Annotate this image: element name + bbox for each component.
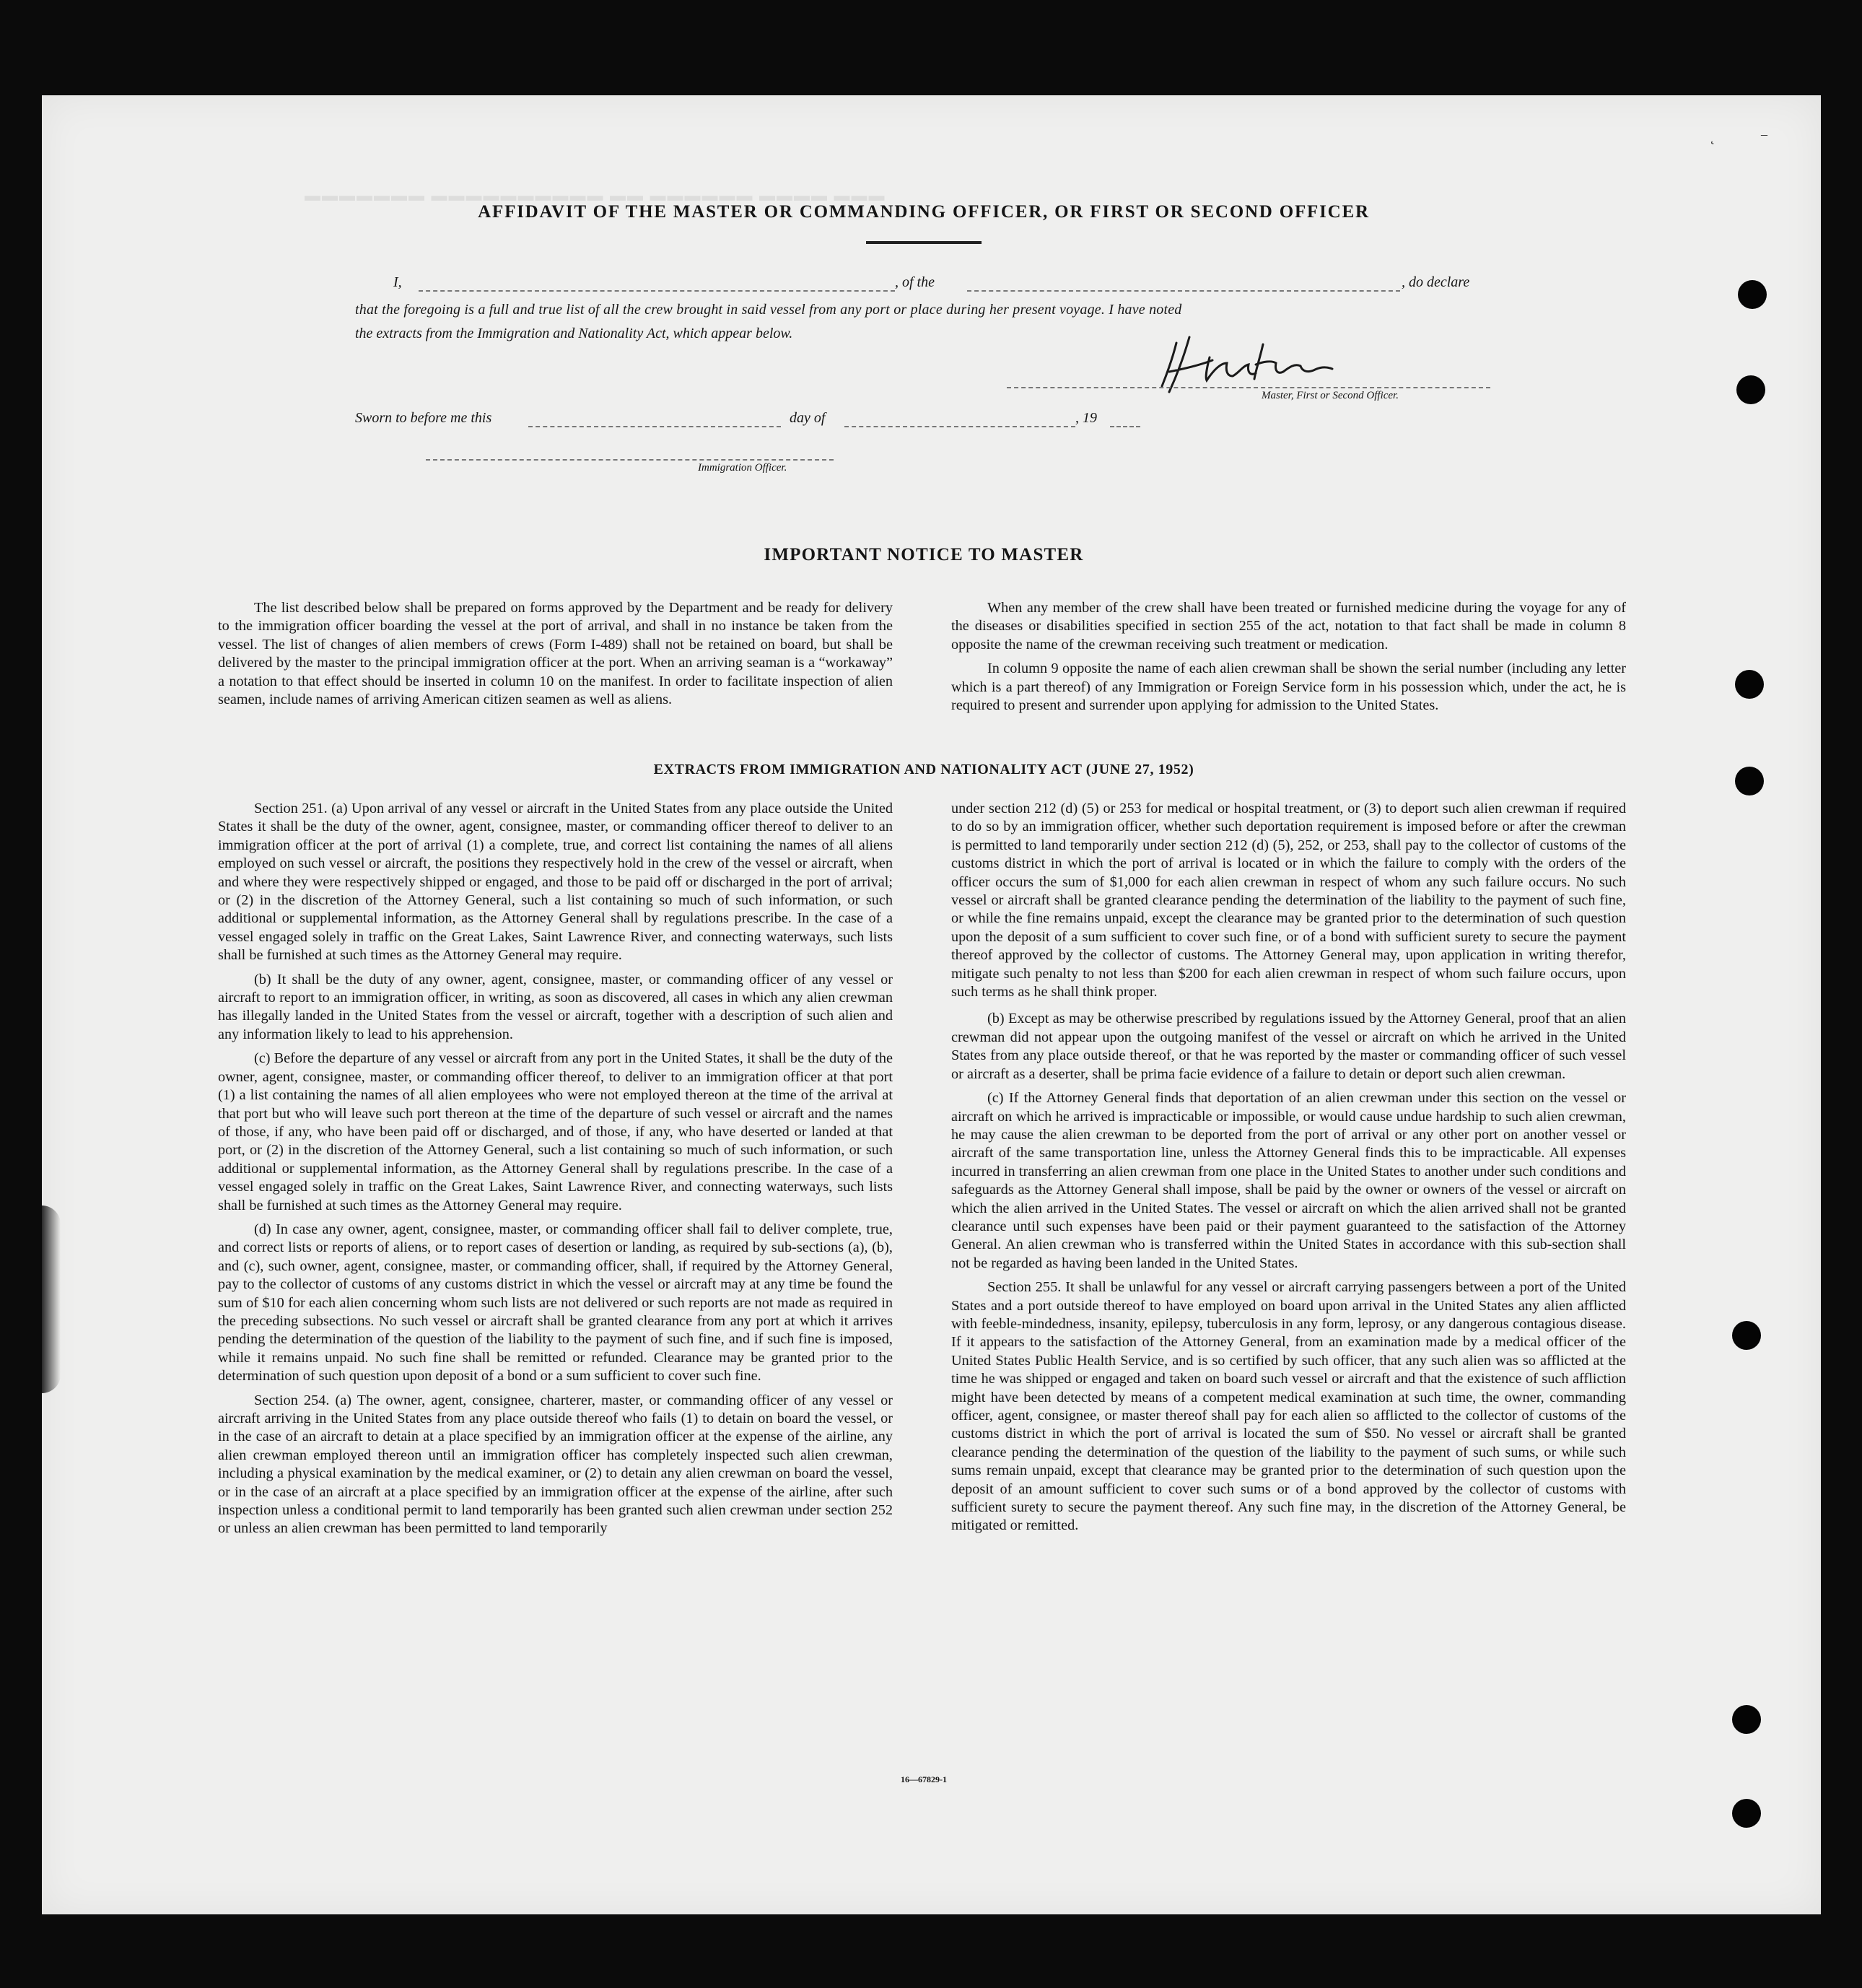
- form-number: 16—67829-1: [901, 1774, 947, 1784]
- binder-hole: [1735, 767, 1764, 795]
- sworn-label: Sworn to before me this: [355, 410, 492, 426]
- name-blank[interactable]: [419, 290, 895, 292]
- notice-right-paragraph-1: When any member of the crew shall have been treated or furnished medicine during the voyage for any of the diseases or disabilities specified in section 255 of the act, notation to that fact shall be made in column 8 opposite the name of the crewman receiving such treatment or medication.: [951, 600, 1626, 653]
- notice-right-column: [951, 599, 1626, 715]
- affidavit-statement-line3: the extracts from the Immigration and Nationality Act, which appear below.: [355, 326, 793, 341]
- day-of-label: day of: [790, 410, 826, 426]
- binder-hole: [1732, 1799, 1761, 1828]
- affidavit-line1-end: , do declare: [1402, 274, 1470, 290]
- year-label: , 19: [1075, 410, 1097, 426]
- extracts-title: EXTRACTS FROM IMMIGRATION AND NATIONALITY ACT (JUNE 27, 1952): [653, 762, 1194, 777]
- immigration-officer-line[interactable]: [426, 459, 834, 461]
- extracts-right-column: [951, 800, 1626, 1535]
- affidavit-title: AFFIDAVIT OF THE MASTER OR COMMANDING OFFICER, OR FIRST OR SECOND OFFICER: [478, 202, 1370, 222]
- title-divider: [866, 241, 982, 244]
- section-254-b: (b) Except as may be otherwise prescribed by regulations issued by the Attorney General, proof that an alien crewman did not appear upon the outgoing manifest of the vessel or aircraft on which he arrived in the United States from any place outside thereof, or that he was reported by the master or commanding officer of such vessel or aircraft as a deserter, shall be prima facie evidence of a failure to detain or deport such alien crewman.: [951, 1011, 1626, 1082]
- section-254-a: Section 254. (a) The owner, agent, consignee, charterer, master, or commanding officer of any vessel or aircraft arriving in the United States from any place outside thereof who fails (1) to detain on board the vessel, or in the case of an aircraft to detain at a place specified by an immigration officer at the expense of the airline, any alien crewman employed thereon until an immigration officer has completely inspected such alien crewman, including a physical examination by the medical examiner, or (2) to detain any alien crewman on board the vessel, or in the case of an aircraft at a place specified by an immigration officer at the expense of the airline, after such inspection unless a conditional permit to land temporarily has been granted such alien crewman under section 252 or unless an alien crewman has been permitted to land temporarily: [218, 1392, 893, 1537]
- section-251-d: (d) In case any owner, agent, consignee, master, or commanding officer shall fail to deliver complete, true, and correct lists or reports of aliens, or to report cases of desertion or landing, as required by sub-sections (a), (b), and (c), such owner, agent, consignee, master, or commanding officer, shall, if required by the Attorney General, pay to the collector of customs of any customs district in which the vessel or aircraft may at any time be found the sum of $10 for each alien concerning whom such lists are not delivered or such reports are not made as required in the preceding subsections. No such vessel or aircraft shall be granted clearance from any port at which it arrives pending the determination of the question of the liability to the payment of such fine, and if such fine is imposed, while it remains unpaid. No such fine shall be remitted or refunded. Clearance may be granted prior to the determination of such question upon deposit of a bond or a sum sufficient to cover such fine.: [218, 1221, 893, 1385]
- corner-mark: ˛: [1710, 130, 1715, 144]
- notice-right-paragraph-2: In column 9 opposite the name of each alien crewman shall be shown the serial number (including any letter which is a part thereof) of any Immigration or Foreign Service form in his possession which, under the act, he is required to present and surrender upon applying for admission to the United States.: [951, 661, 1626, 714]
- corner-mark: –: [1761, 127, 1767, 141]
- extracts-left-column: [218, 800, 893, 1538]
- binder-hole: [1738, 280, 1767, 309]
- binder-hole: [1732, 1705, 1761, 1734]
- affidavit-line1-mid: , of the: [895, 274, 935, 290]
- affidavit-line1-start: I,: [393, 274, 402, 290]
- binder-hole: [1732, 1321, 1761, 1350]
- binder-hole: [1736, 375, 1765, 404]
- sworn-day-blank[interactable]: [528, 426, 781, 427]
- notice-left-column: [218, 599, 893, 709]
- section-255: Section 255. It shall be unlawful for any vessel or aircraft carrying passengers between a port of the United States and a port outside thereof to have employed on board upon arrival in the United States any alien afflicted with feeble-mindedness, insanity, epilepsy, tuberculosis in any form, leprosy, or any dangerous contagious disease. If it appears to the satisfaction of the Attorney General, from an examination made by a medical officer of the United States Public Health Service, and is so certified by such officer, that any such alien was so afflicted at the time he was shipped or engaged and taken on board such vessel or aircraft and that the existence of such affliction might have been detected by means of a competent medical examination at such time, the owner, commanding officer, agent, consignee, or master thereof shall pay for each alien so afflicted to the collector of customs of the customs district in which the port of arrival is located the sum of $50. No vessel or aircraft shall be granted clearance pending the determination of the question of the liability to the payment of such sums, or while such sums remain unpaid, except that clearance may be granted prior to the determination of such question upon the deposit of an amount sufficient to cover such sums or of a bond approved by the collector of customs with sufficient surety to secure the payment thereof. Any such fine may, in the discretion of the Attorney General, be mitigated or remitted.: [951, 1279, 1626, 1534]
- vessel-blank[interactable]: [967, 290, 1400, 292]
- section-251-c: (c) Before the departure of any vessel or aircraft from any port in the United States, it shall be the duty of the owner, agent, consignee, master, or commanding officer thereof, to deliver to an immigration officer at that port (1) a list containing the names of all alien employees who were not employed thereon at the time of the arrival at that port but who will leave such port thereon at the time of the departure of such vessel or aircraft and the names of those, if any, who have been paid off or discharged, and of those, if any, who have deserted or landed at that port, or (2) in the discretion of the Attorney General, such a list containing so much of such information, or such additional or supplemental information, as the Attorney General shall by regulations prescribe. In the case of a vessel engaged solely in traffic on the Great Lakes, Saint Lawrence River, and connecting waterways, such lists shall be furnished at such times as the Attorney General may require.: [218, 1050, 893, 1213]
- reverse-side-show-through: ▬▬▬ ▬▬▬▬ ▬▬▬▬▬▬ ▬▬ ▬▬▬▬▬▬▬▬▬▬ ▬▬▬▬▬▬▬: [303, 186, 885, 204]
- binder-hole: [1735, 670, 1764, 699]
- section-251-a: Section 251. (a) Upon arrival of any vessel or aircraft in the United States from any place outside the United States it shall be the duty of the owner, agent, consignee, master, or commanding officer thereof to deliver to an immigration officer at the port of arrival (1) a complete, true, and correct list containing the names of all aliens employed on such vessel or aircraft, the positions they respectively hold in the crew of the vessel or aircraft, when and where they were respectively shipped or engaged, and those to be paid off or discharged in the port of arrival; or (2) in the discretion of the Attorney General, such a list containing so much of such information, or such additional or supplemental information, as the Attorney General shall by regulations prescribe. In the case of a vessel engaged solely in traffic on the Great Lakes, Saint Lawrence River, and connecting waterways, such lists shall be furnished at such times as the Attorney General may require.: [218, 801, 893, 964]
- signature-line[interactable]: [1007, 387, 1490, 388]
- section-251-b: (b) It shall be the duty of any owner, agent, consignee, master, or commanding officer of any vessel or aircraft to report to an immigration officer, in writing, as soon as discovered, all cases in which any alien crewman has illegally landed in the United States from the vessel or aircraft, together with a description of such alien and any information likely to lead to his apprehension.: [218, 971, 893, 1042]
- signature-caption: Master, First or Second Officer.: [1262, 390, 1399, 401]
- sworn-year-blank[interactable]: [1110, 426, 1140, 427]
- notice-title: IMPORTANT NOTICE TO MASTER: [764, 545, 1084, 564]
- section-254-a-continued: under section 212 (d) (5) or 253 for medical or hospital treatment, or (3) to deport such alien crewman if required to do so by an immigration officer, whether such deportation requirement is imposed before or after the crewman is permitted to land temporarily under section 212 (d) (5), 252, or 253, shall pay to the collector of customs of the customs district in which the port of arrival is located or in which the failure to comply with the orders of the officer occurs the sum of $1,000 for each alien crewman in respect of whom any such failure occurs. No such vessel or aircraft shall be granted clearance pending the determination of the liability to the payment of such fine, or while the fine remains unpaid, except the clearance may be granted prior to the determination of such question upon the deposit of a sum sufficient to cover such fine, or of a bond with sufficient surety to secure the payment thereof approved by the collector of customs. The Attorney General may, upon application in writing therefor, mitigate such penalty to not less than $200 for each alien crewman in respect of whom such failure occurs, upon such terms as he shall think proper.: [951, 801, 1626, 1000]
- affidavit-statement-line2: that the foregoing is a full and true list of all the crew brought in said vessel from any port or place during her present voyage. I have noted: [355, 302, 1182, 318]
- notice-left-paragraph: The list described below shall be prepared on forms approved by the Department and be ready for delivery to the immigration officer boarding the vessel at the port of arrival, and shall in no instance be taken from the vessel. The list of changes of alien members of crews (Form I-489) shall not be retained on board, but shall be delivered by the master to the principal immigration officer at the port. When an arriving seaman is a “workaway” a notation to that effect should be inserted in column 10 on the manifest. In order to facilitate inspection of alien seamen, include names of arriving American citizen seamen as well as aliens.: [218, 600, 893, 708]
- immigration-officer-caption: Immigration Officer.: [698, 462, 787, 474]
- section-254-c: (c) If the Attorney General finds that deportation of an alien crewman under this section on the vessel or aircraft on which he arrived is impracticable or impossible, or would cause undue hardship to such alien crewman, he may cause the alien crewman to be deported from the port of arrival or any other port on another vessel or aircraft of the same transportation line, unless the Attorney General finds this to be impracticable. All expenses incurred in transferring an alien crewman from one place in the United States to another under such conditions and safeguards as the Attorney General shall impose, shall be paid by the owner or owners of the vessel or aircraft on which the alien arrived in the United States. The vessel or aircraft on which the alien arrived shall not be granted clearance until such expenses have been paid or their payment guaranteed to the satisfaction of the Attorney General. An alien crewman who is transferred within the United States in accordance with this sub-section shall not be regarded as having been landed in the United States.: [951, 1090, 1626, 1271]
- page-fold-shadow: [42, 1206, 61, 1393]
- sworn-month-blank[interactable]: [844, 426, 1075, 427]
